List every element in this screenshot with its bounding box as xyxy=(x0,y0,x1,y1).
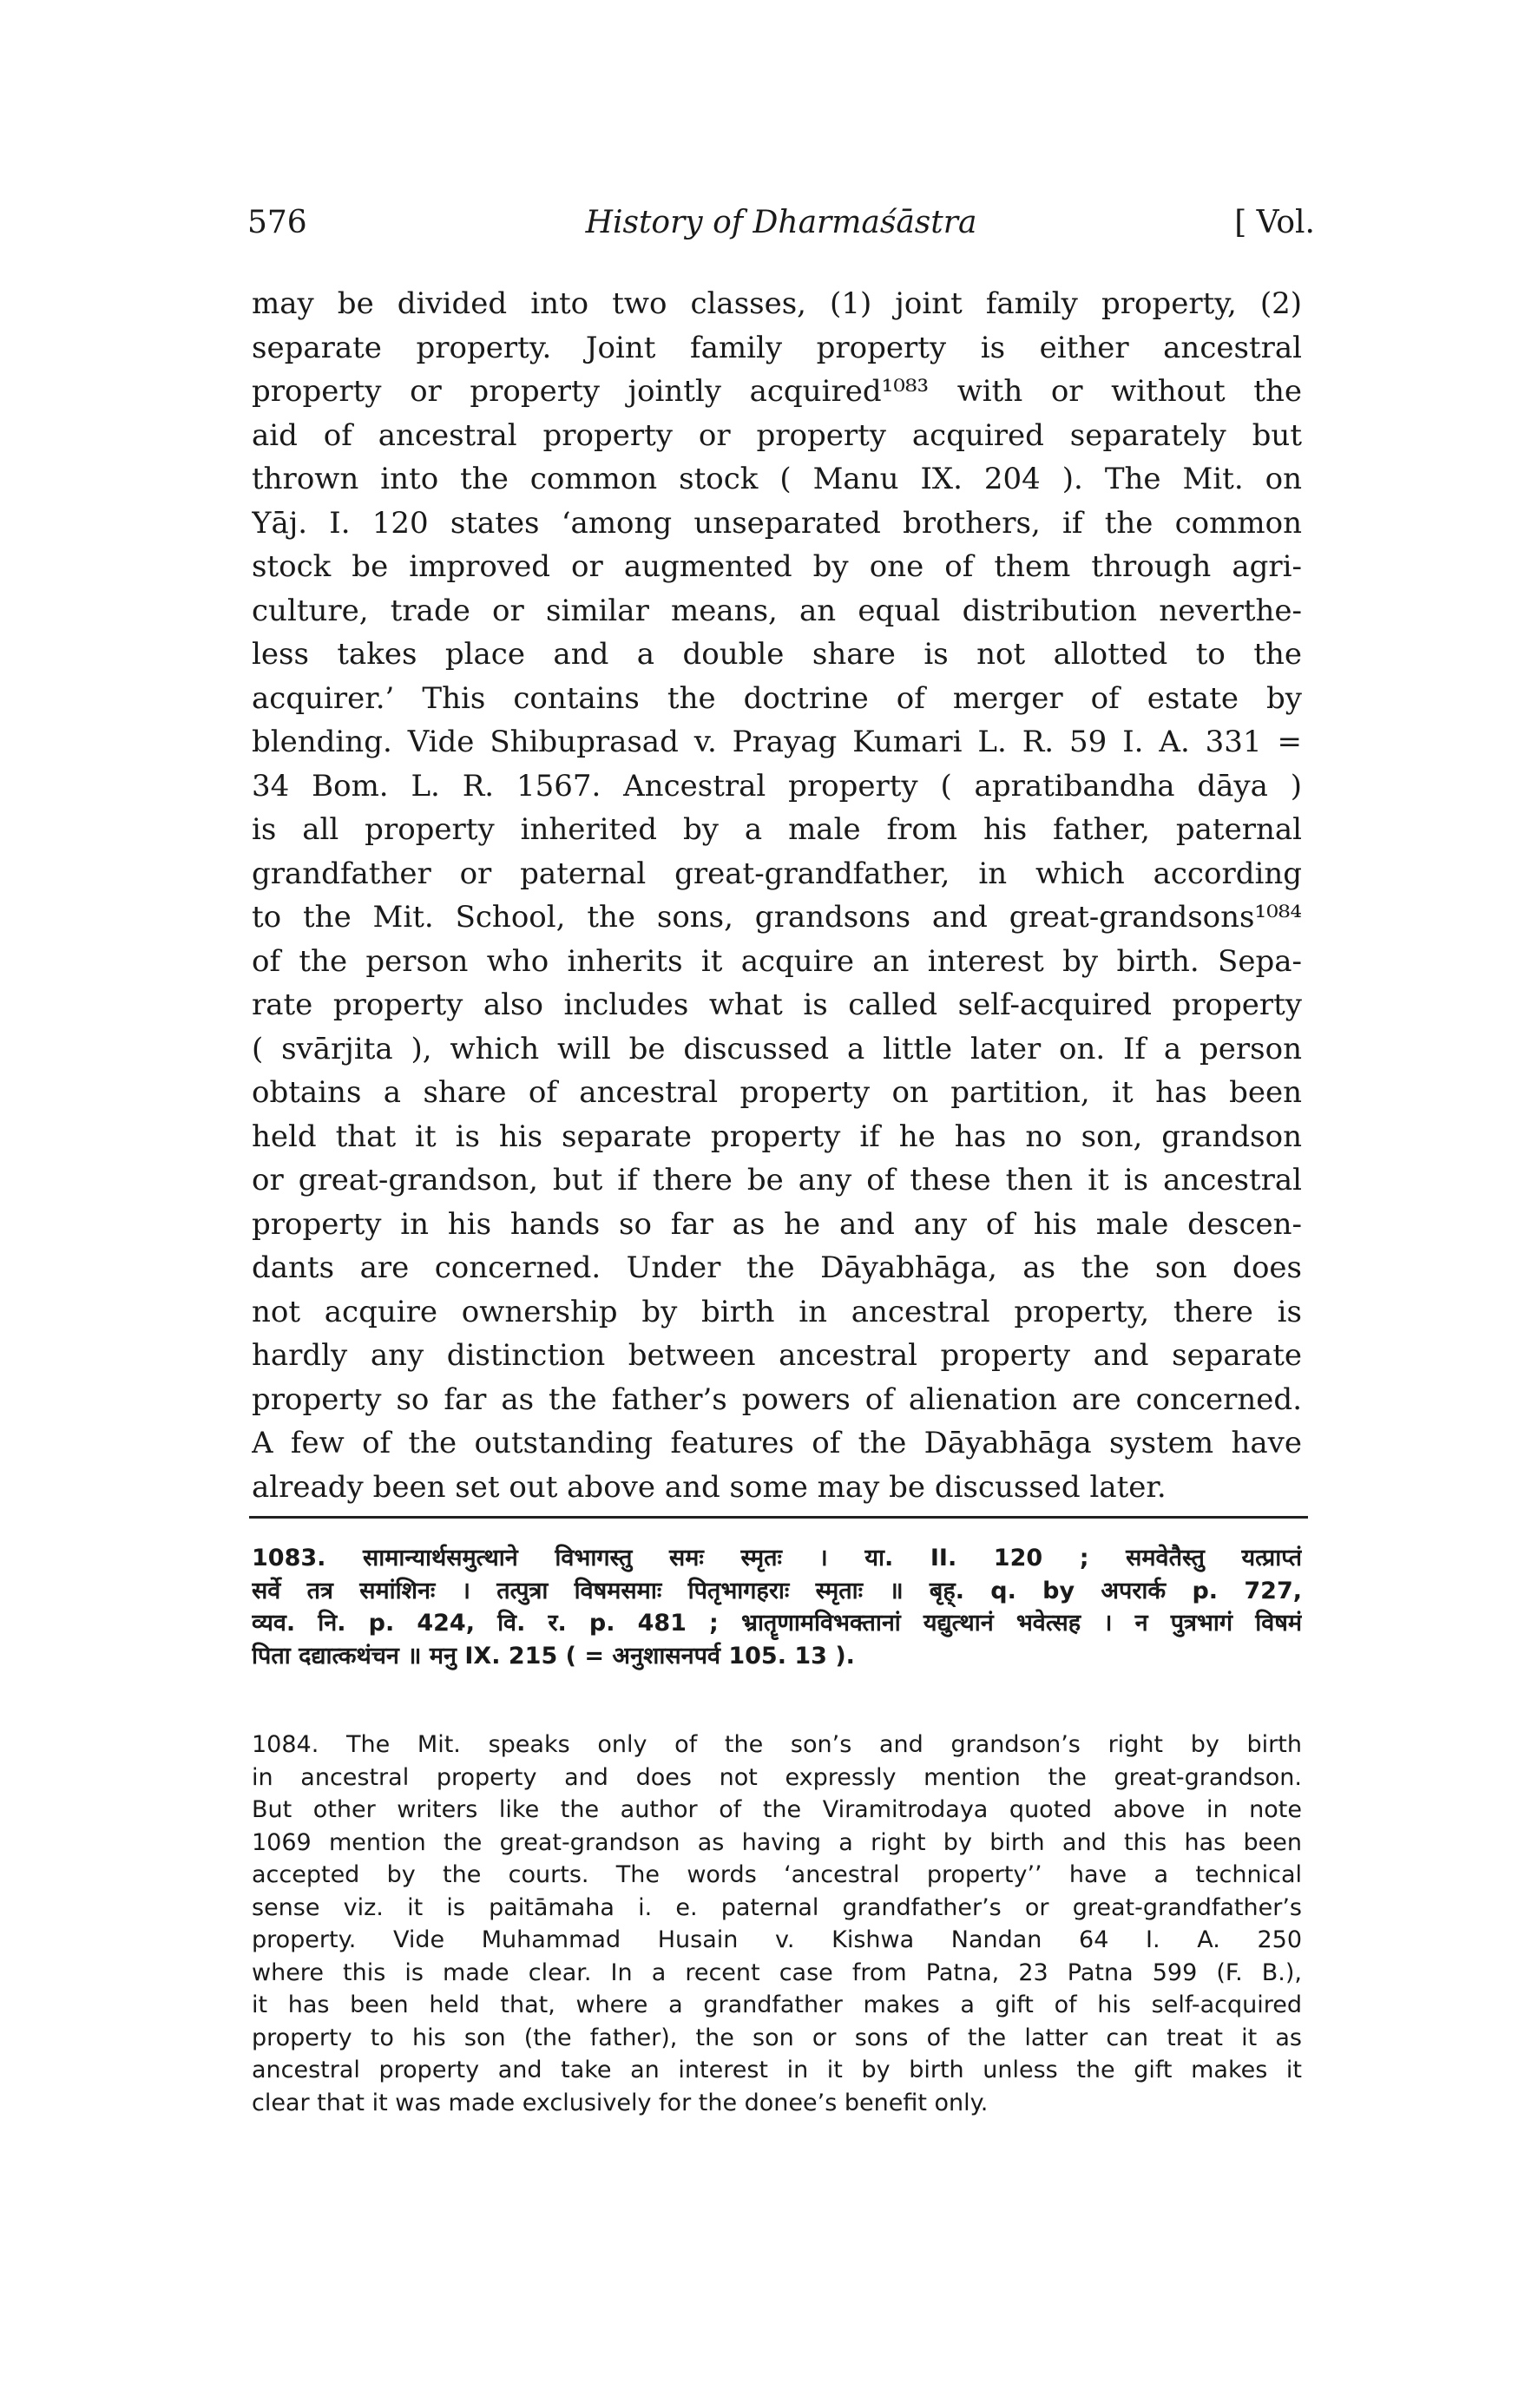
page-header xyxy=(247,205,1315,257)
text-line: is all property inherited by a male from his father, paternal xyxy=(252,812,1302,847)
text-line: acquirer.’ This contains the doctrine of merger of estate by xyxy=(252,680,1302,716)
footnote-line: 1084. The Mit. speaks only of the son’s and grandson’s right by birth xyxy=(252,1731,1302,1758)
footnote-line: it has been held that, where a grandfather makes a gift of his self-acquired xyxy=(252,1991,1302,2018)
text-line: or great-grandson, but if there be any of these then it is ancestral xyxy=(252,1163,1302,1197)
footnote-line: sense viz. it is paitāmaha i. e. paternal grandfather’s or great-grandfather’s xyxy=(252,1893,1302,1921)
text-line: may be divided into two classes, (1) joint family property, (2) xyxy=(252,286,1302,321)
text-line: held that it is his separate property if he has no son, grandson xyxy=(252,1119,1302,1154)
text-line: property in his hands so far as he and any of his male descen- xyxy=(252,1206,1302,1242)
text-line: property or property jointly acquired¹⁰⁸³ with or without the xyxy=(252,374,1302,409)
volume-label: [ Vol. xyxy=(1234,205,1315,240)
footnote-line: accepted by the courts. The words ‘ancestral property’’ have a technical xyxy=(252,1861,1302,1888)
text-line: rate property also includes what is called self-acquired property xyxy=(252,987,1302,1022)
text-line: less takes place and a double share is not allotted to the xyxy=(252,637,1302,672)
footnote-line: property to his son (the father), the son or sons of the latter can treat it as xyxy=(252,2024,1302,2051)
footnote-divider xyxy=(249,1516,1308,1519)
footnote-1084 xyxy=(252,1729,1302,2119)
text-line: stock be improved or augmented by one of them through agri- xyxy=(252,549,1302,584)
running-title: History of Dharmaśāstra xyxy=(585,205,977,240)
text-line: ( svārjita ), which will be discussed a little later on. If a person xyxy=(252,1031,1302,1066)
text-line: property so far as the father’s powers of alienation are concerned. xyxy=(252,1381,1302,1417)
text-line: blending. Vide Shibuprasad v. Prayag Kumari L. R. 59 I. A. 331 = xyxy=(252,725,1302,759)
text-line: Yāj. I. 120 states ‘among unseparated brothers, if the common xyxy=(252,505,1302,541)
footnote-line: 1083. सामान्यार्थसमुत्थाने विभागस्तु समः स्मृतः । या. II. 120 ; समवेतैस्तु यत्प्राप्तं xyxy=(252,1545,1302,1571)
page-number: 576 xyxy=(247,205,307,240)
text-line: hardly any distinction between ancestral property and separate xyxy=(252,1338,1302,1373)
main-text xyxy=(252,282,1302,1509)
text-line: to the Mit. School, the sons, grandsons and great-grandsons¹⁰⁸⁴ xyxy=(252,900,1302,935)
text-line: thrown into the common stock ( Manu IX. 204 ). The Mit. on xyxy=(252,462,1302,496)
footnote-line: पिता दद्यात्कथंचन ॥ मनु IX. 215 ( = अनुशासनपर्व 105. 13 ). xyxy=(252,1642,855,1670)
footnote-line: But other writers like the author of the Viramitrodaya quoted above in note xyxy=(252,1796,1302,1823)
text-line: A few of the outstanding features of the Dāyabhāga system have xyxy=(252,1426,1302,1460)
text-line: already been set out above and some may be discussed later. xyxy=(252,1469,1167,1505)
footnote-line: ancestral property and take an interest in it by birth unless the gift makes it xyxy=(252,2057,1302,2083)
text-line: aid of ancestral property or property acquired separately but xyxy=(252,417,1302,453)
footnote-line: 1069 mention the great-grandson as having a right by birth and this has been xyxy=(252,1828,1302,1856)
footnote-1083 xyxy=(252,1542,1302,1672)
footnote-line: property. Vide Muhammad Husain v. Kishwa Nandan 64 I. A. 250 xyxy=(252,1926,1302,1953)
text-line: obtains a share of ancestral property on partition, it has been xyxy=(252,1075,1302,1110)
footnote-line: सर्वे तत्र समांशिनः । तत्पुत्रा विषमसमाः पितृभागहराः स्मृताः ॥ बृह्. q. by अपरार्क p. 727, xyxy=(252,1577,1302,1604)
footnote-line: in ancestral property and does not expressly mention the great-grandson. xyxy=(252,1763,1302,1791)
text-line: 34 Bom. L. R. 1567. Ancestral property ( apratibandha dāya ) xyxy=(252,768,1302,804)
text-line: dants are concerned. Under the Dāyabhāga, as the son does xyxy=(252,1250,1302,1285)
footnote-line: व्यव. नि. p. 424, वि. र. p. 481 ; भ्रातॄणामविभक्तानां यद्युत्थानं भवेत्सह । न पुत्रभागं विषमं xyxy=(252,1610,1302,1637)
footnote-line: where this is made clear. In a recent case from Patna, 23 Patna 599 (F. B.), xyxy=(252,1959,1302,1986)
text-line: separate property. Joint family property is either ancestral xyxy=(252,330,1302,365)
text-line: not acquire ownership by birth in ancestral property, there is xyxy=(252,1294,1302,1329)
text-line: of the person who inherits it acquire an interest by birth. Sepa- xyxy=(252,943,1302,979)
text-line: grandfather or paternal great-grandfather, in which according xyxy=(252,856,1302,891)
text-line: culture, trade or similar means, an equal distribution neverthe- xyxy=(252,593,1302,628)
footnote-line: clear that it was made exclusively for the donee’s benefit only. xyxy=(252,2089,989,2116)
